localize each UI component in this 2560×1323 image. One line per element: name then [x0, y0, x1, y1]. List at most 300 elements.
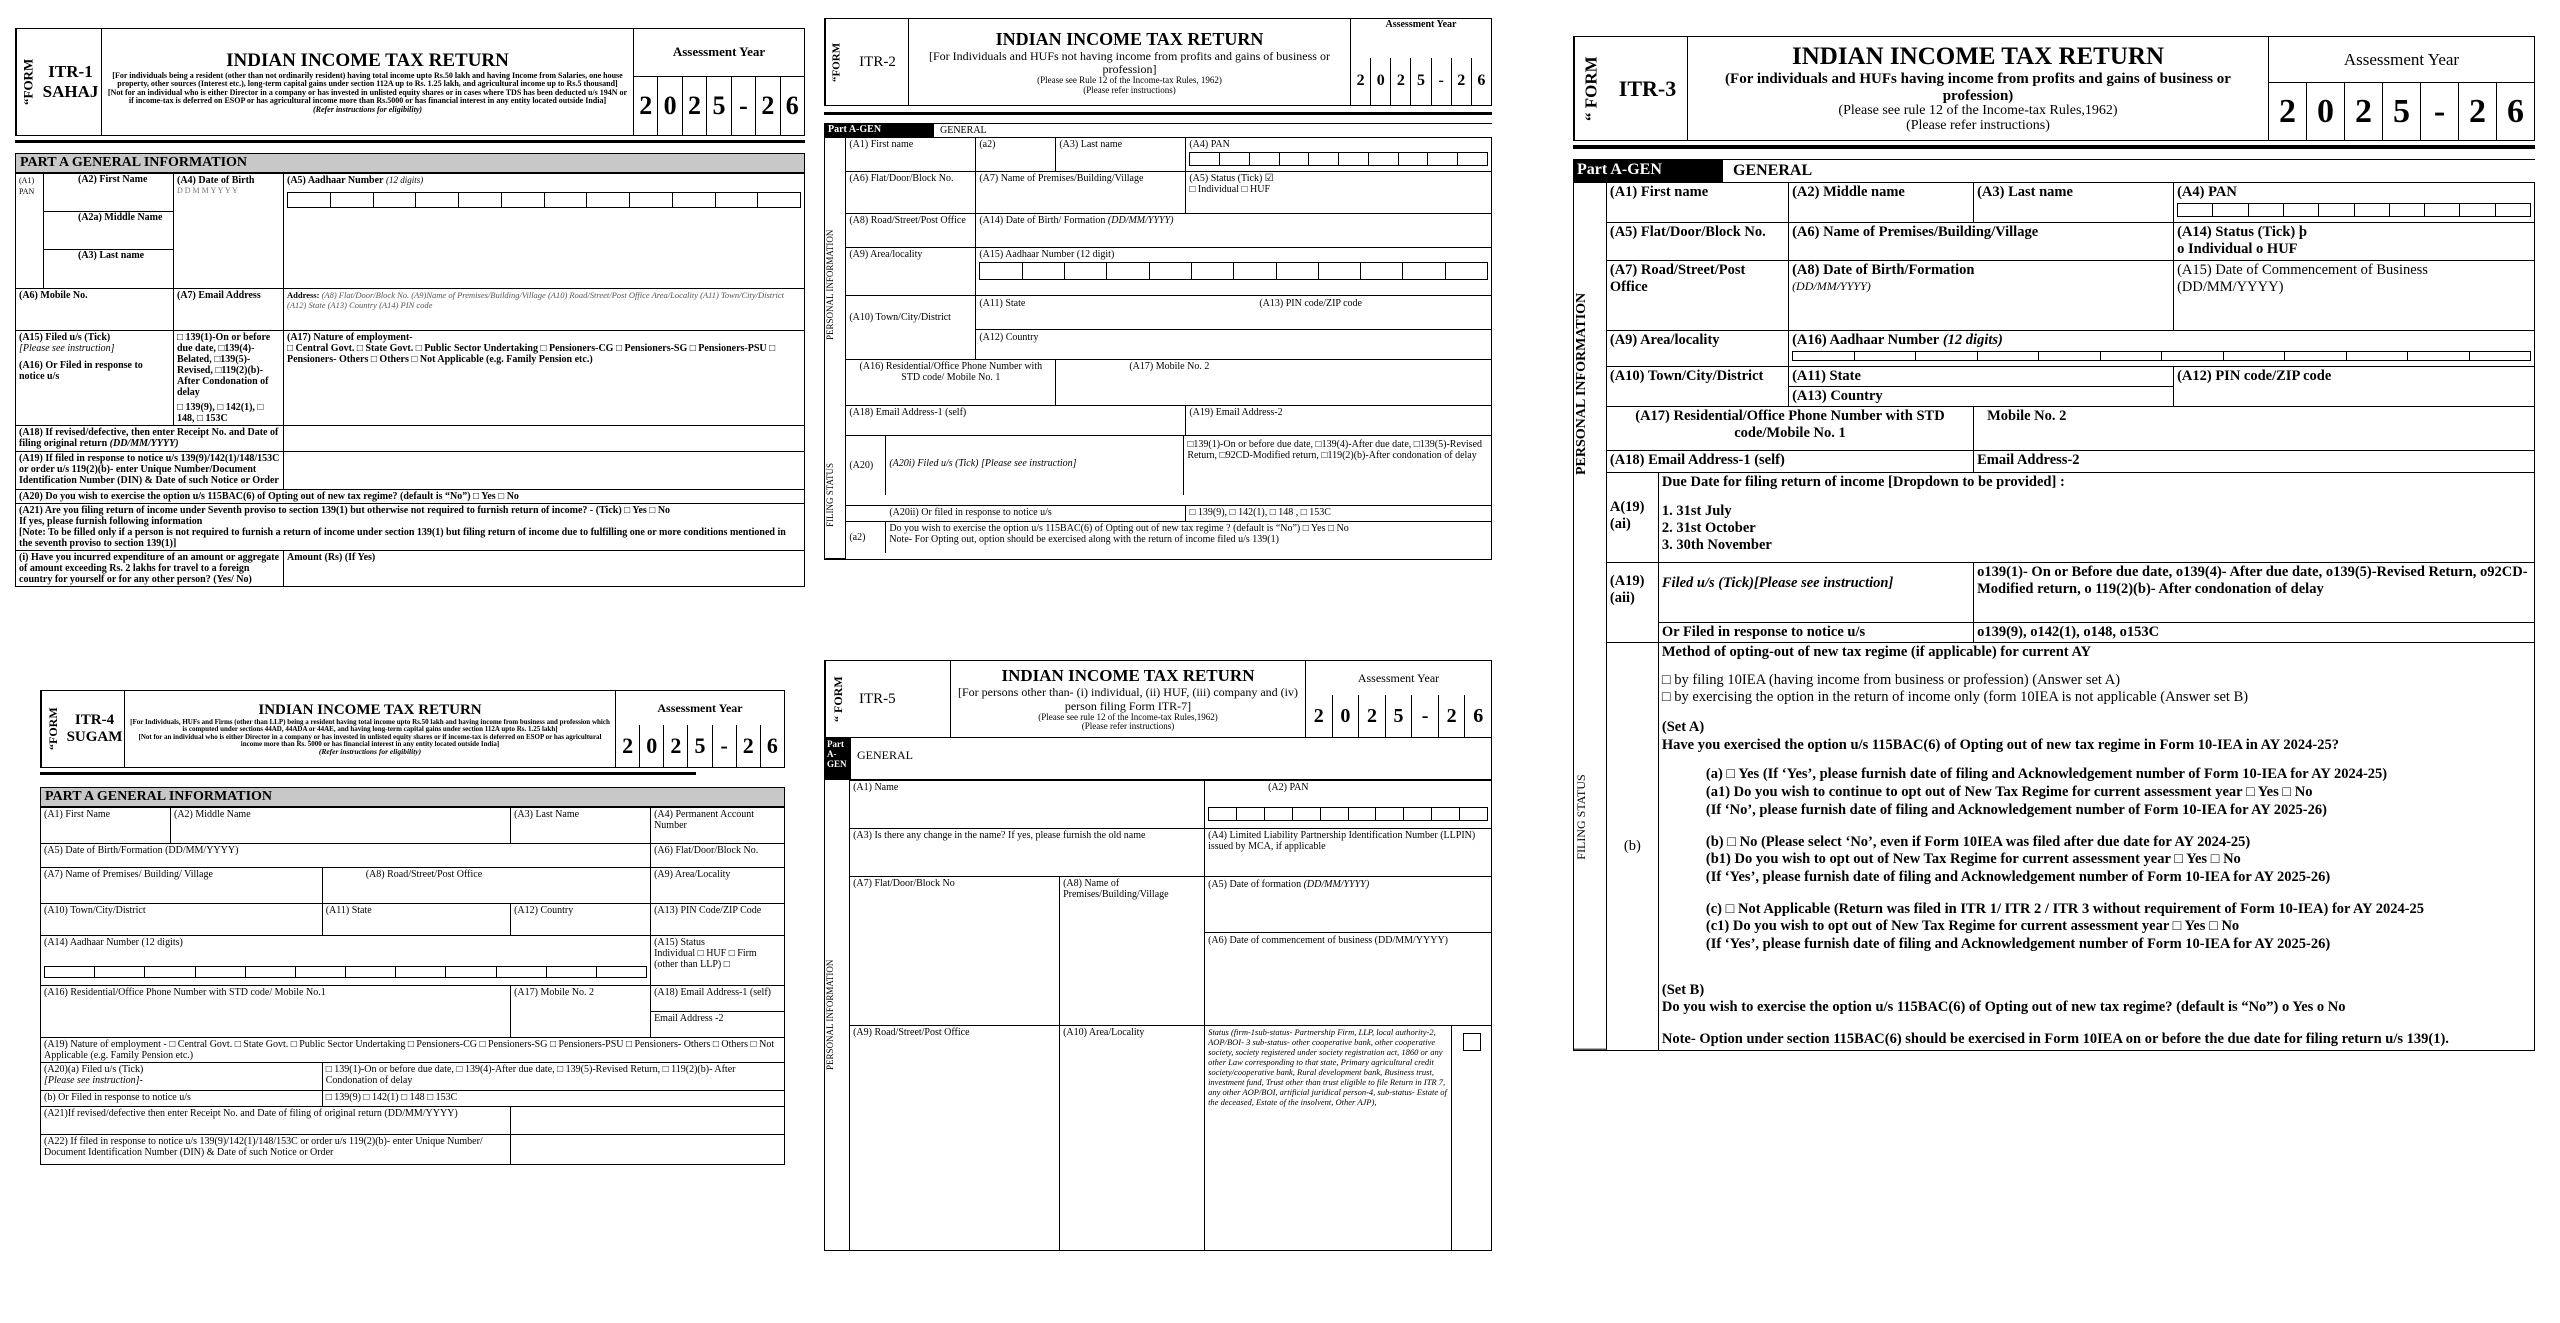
itr3-qA: Have you exercised the option u/s 115BAC(6) of Opting out of new tax regime in Form 10-IEA in AY 2024-25?: [1661, 736, 2339, 753]
itr2-a10-label: (A10) Town/City/District: [849, 312, 951, 323]
itr4-a2-cell[interactable]: [171, 808, 511, 844]
itr5-a9-cell[interactable]: [850, 1026, 1060, 1251]
itr3-mob2-label: Mobile No. 2: [1987, 408, 2067, 424]
itr1-address-cell[interactable]: [284, 289, 805, 331]
itr2-aadhaar-boxes[interactable]: [979, 262, 1488, 280]
itr5-refer: (Please refer instructions): [1081, 721, 1175, 732]
itr1-a17-opts[interactable]: □ Central Govt. □ State Govt. □ Public Sector Undertaking □ Pensioners-CG □ Pensioners-SG □ Pensioners-PSU □ Pensioners- Others □ Others □ Not Applicable (e.g. Family Pension etc.): [287, 343, 776, 365]
itr1-q1-cell: [16, 551, 284, 587]
itr4-a8-cell[interactable]: [322, 868, 650, 904]
ay-digit: 2: [2345, 83, 2383, 140]
itr4-a4-cell[interactable]: [651, 808, 785, 844]
itr4-a10-cell[interactable]: [41, 904, 323, 936]
itr2-a14-cell[interactable]: [976, 214, 1492, 248]
ay-digit: -: [1432, 58, 1452, 105]
itr2-a5-opts[interactable]: □ Individual □ HUF: [1189, 184, 1271, 195]
itr5-side: [824, 780, 849, 1251]
itr5-a3-cell[interactable]: [850, 829, 1205, 877]
itr3-a8-label: (A8) Date of Birth/Formation: [1792, 262, 1975, 278]
itr2-part-label: Part A-GEN: [824, 123, 934, 137]
itr3-setA: (Set A): [1661, 719, 1705, 736]
itr2-a20ii-label: (A20ii) Or filed in response to notice u/s: [889, 507, 1052, 518]
itr3-due-opt-1[interactable]: 1. 31st July: [1661, 503, 1732, 519]
itr3-rule-bar: [1573, 145, 2535, 149]
itr5-a7-cell[interactable]: [850, 877, 1060, 1026]
itr2-a11-label: (A11) State: [979, 298, 1026, 309]
itr3-personal-info-label: PERSONAL INFORMATION: [1574, 292, 1589, 476]
itr3-filed-opts-cell[interactable]: [1974, 563, 2535, 623]
itr1-amount-label: Amount (Rs) (If Yes): [287, 552, 376, 563]
itr4-form-name: [65, 691, 125, 767]
itr4-a20a-note: [Please see instruction]-: [44, 1075, 143, 1086]
itr2-a9-label: (A9) Area/locality: [849, 249, 923, 260]
ay-digit: 0: [658, 77, 682, 135]
itr2-a2-cell[interactable]: [976, 138, 1056, 172]
itr4-a14-cell[interactable]: [41, 936, 651, 986]
itr3-general-label: GENERAL: [1723, 159, 2535, 182]
itr1-last-name-label: (A3) Last name: [78, 250, 145, 261]
itr2-a3-label: (A3) Last name: [1059, 139, 1123, 150]
itr1-aadhaar-cell[interactable]: [284, 174, 805, 289]
itr5-part-bar: [824, 738, 1492, 780]
itr5-rule: (Please see rule 12 of the Income-tax Rules,1962): [1038, 711, 1218, 722]
itr3-pan-boxes[interactable]: [2177, 203, 2531, 217]
itr3-a14-cell[interactable]: [2174, 223, 2535, 261]
itr2-a15-label: (A15) Aadhaar Number (12 digit): [979, 249, 1115, 260]
itr1-mobile-label: (A6) Mobile No.: [19, 290, 88, 301]
itr3-a19aii-label: (A19) (aii): [1609, 573, 1645, 606]
itr5-a7-label: (A7) Flat/Door/Block No: [853, 878, 955, 890]
itr3-a16-cell[interactable]: [1789, 331, 2535, 367]
itr2-a5-label: (A5) Status (Tick) ☑: [1189, 173, 1274, 184]
itr4-a15-opts[interactable]: Individual □ HUF □ Firm (other than LLP) □: [654, 948, 757, 970]
itr3-a18-label: (A18) Email Address-1 (self): [1609, 452, 1785, 468]
itr3-qB[interactable]: Do you wish to exercise the option u/s 115BAC(6) of Opting out of new tax regime? (default is “No”) o Yes o No: [1661, 999, 2346, 1016]
itr1-a21-note: [Note: To be filled only if a person is not required to furnish a return of income under section 139(1) but filing return of income due to fulfilling one or more conditions mentioned in the seventh proviso to section 139(1)]: [19, 527, 786, 549]
itr2-a3-cell[interactable]: [1056, 138, 1186, 172]
itr4-a7-label: (A7) Name of Premises/ Building/ Village: [44, 869, 213, 880]
itr1-a19-input[interactable]: [284, 452, 805, 490]
itr1-desc2: [Not for an individual who is either Director in a company or has invested in unlisted equity shares or in cases where TDS has been deducted u/s 194N or if income-tax is deferred on ESOP or has agricultural income more than Rs.5000 or has financial interest in any entity located outside India]: [107, 87, 628, 106]
itr2-a15-cell[interactable]: [976, 248, 1492, 296]
ay-digit: 5: [2383, 83, 2421, 140]
itr4-title-block: [125, 691, 616, 767]
itr4-header: [40, 690, 785, 768]
itr2-form-name: ITR-2: [847, 19, 909, 105]
itr4-a20b-label: (b) Or Filed in response to notice u/s: [44, 1092, 191, 1103]
itr4-a9-cell[interactable]: [651, 868, 785, 904]
itr3-ay-label: Assessment Year: [2269, 37, 2534, 83]
itr5-general-label: GENERAL: [857, 748, 913, 762]
itr3-due-opt-3[interactable]: 3. 30th November: [1661, 537, 1772, 553]
itr1-form-name: [40, 29, 102, 135]
ay-digit: 5: [1411, 58, 1431, 105]
itr5-a10-label: (A10) Area/Locality: [1063, 1027, 1145, 1039]
itr2-a20-row: [846, 436, 1491, 495]
itr1-a20-label: (A20) Do you wish to exercise the option u/s 115BAC(6) of Opting out of new tax regime? (default is “No”) □ Yes □ No: [19, 491, 519, 502]
itr2-a20ii-cell: [846, 506, 1186, 522]
itr4-ay-label: Assessment Year: [657, 700, 743, 715]
itr3-a15-cell[interactable]: [2174, 261, 2535, 331]
itr4-a14-label: (A14) Aadhaar Number (12 digits): [44, 937, 183, 948]
itr2-ay-label: Assessment Year: [1385, 19, 1457, 30]
ay-digit: 2: [756, 77, 780, 135]
itr2-a7-cell[interactable]: [976, 172, 1186, 214]
itr5-a4-label: (A4) Limited Liability Partnership Identification Number (LLPIN) issued by MCA, if applicable: [1208, 830, 1476, 853]
itr4-form-table: [40, 807, 785, 1165]
itr3-body: [1573, 182, 2535, 1051]
itr3-aadhaar-boxes[interactable]: [1792, 351, 2531, 361]
itr3-a5-cell[interactable]: [1606, 223, 1788, 261]
itr4-a6-label: (A6) Flat/Door/Block No.: [654, 845, 759, 856]
itr4-a20b-opts-cell[interactable]: [322, 1091, 784, 1107]
itr3-a16-hint: (12 digits): [1942, 332, 2003, 348]
itr5-a9-label: (A9) Road/Street/Post Office: [853, 1027, 970, 1039]
itr2-ay-digits: [1351, 58, 1491, 105]
itr4-a22-input[interactable]: [511, 1135, 785, 1165]
itr3-b1q[interactable]: (b1) Do you wish to opt out of New Tax Regime for current assessment year □ Yes □ No: [1705, 851, 2241, 868]
itr3-part-bar: [1573, 159, 2535, 182]
ay-digit: 2: [1359, 695, 1386, 737]
itr2-a16-cell[interactable]: [846, 360, 1056, 406]
itr3-assessment-year: [2269, 37, 2534, 140]
itr4-part-a-heading: PART A GENERAL INFORMATION: [40, 787, 785, 807]
itr2-a17-cell[interactable]: [1056, 360, 1492, 406]
itr3-a14-opts[interactable]: o Individual o HUF: [2177, 241, 2298, 257]
itr1-desc: [For individuals being a resident (other than not ordinarily resident) having total income upto Rs.50 lakh and having Income from Salaries, one house property, other sources (Interest etc.), long-term capital gains under section 112A up to Rs. 1.25 lakh, and agricultural income up to Rs.5 thousand]: [112, 71, 623, 89]
itr2-a1-cell[interactable]: [846, 138, 976, 172]
itr2-sub: [For Individuals and HUFs not having income from profits and gains of business or profession]: [929, 48, 1330, 77]
itr5-header: [824, 660, 1492, 738]
itr1-panel: [15, 28, 805, 618]
itr1-aadhaar-hint: (12 digits): [385, 175, 424, 185]
itr1-assessment-year: [634, 29, 804, 135]
itr4-a17-cell[interactable]: [511, 986, 651, 1038]
itr3-sub: (For individuals and HUFs having income from profits and gains of business or profession): [1725, 71, 2231, 104]
itr2-a8-cell[interactable]: [846, 214, 976, 248]
itr1-aadhaar-label: (A5) Aadhaar Number: [287, 175, 384, 186]
ay-digit: 0: [1371, 58, 1391, 105]
itr1-a17-cell[interactable]: [284, 331, 805, 426]
itr2-a5-cell[interactable]: [1186, 172, 1492, 214]
itr2-assessment-year: [1351, 19, 1491, 105]
itr3-a4-cell[interactable]: [2174, 183, 2535, 223]
itr3-filed-cell: [1658, 563, 1973, 623]
itr4-form-sugam: SUGAM: [66, 729, 123, 745]
itr1-dob-label: (A4) Date of Birth: [177, 175, 255, 186]
itr5-a1-cell[interactable]: [850, 781, 1205, 829]
itr3-a10-label: (A10) Town/City/District: [1609, 368, 1764, 384]
itr1-dob-cell[interactable]: [174, 174, 284, 289]
itr3-b-cell: [1606, 643, 1658, 1051]
itr4-a1-cell[interactable]: [41, 808, 171, 844]
itr5-a10-cell[interactable]: [1060, 1026, 1205, 1251]
itr2-a20ii-opts[interactable]: □ 139(9), □ 142(1), □ 148 , □ 153C: [1189, 507, 1331, 518]
itr2-a4-label: (A4) PAN: [1189, 139, 1230, 150]
itr3-optout-cell: [1658, 643, 2534, 1051]
itr4-a15-cell[interactable]: [651, 936, 785, 986]
itr1-a15-options[interactable]: [174, 331, 284, 426]
itr3-a1n: (If ‘No’, please furnish date of filing and Acknowledgement number of Form 10-IEA for AY 2025-26): [1705, 801, 2327, 818]
itr2-a2-text[interactable]: Do you wish to exercise the option u/s 115BAC(6) of Opting out of new tax regime ? (default is “No”) □ Yes □ No: [889, 523, 1349, 534]
itr3-a18-cell[interactable]: [1606, 451, 1973, 473]
ay-digit: 6: [766, 733, 778, 759]
itr1-mobile-cell[interactable]: [16, 289, 174, 331]
itr3-notice-opts[interactable]: o139(9), o142(1), o148, o153C: [1977, 624, 2160, 640]
itr2-a4-cell[interactable]: [1186, 138, 1492, 172]
ay-digit: 2: [664, 725, 688, 767]
itr3-a5-label: (A5) Flat/Door/Block No.: [1609, 224, 1766, 240]
itr2-a6-label: (A6) Flat/Door/Block No.: [849, 173, 954, 184]
itr2-title: INDIAN INCOME TAX RETURN: [995, 28, 1264, 49]
itr5-status-text: Status (firm-1sub-status- Partnership Firm, LLP, local authority-2, AOP/BOI- 3 sub-status- other cooperative bank, other cooperative society, society registered under society registration act, 1860 or any other Law corresponding to that state, Primary agricultural credit society/cooperative bank, Rural development bank, Business trust, investment fund, Trust other than trust eligible to file Return in ITR 7, any other AOP/BOI, artificial juridical person-4, sub-status- Estate of the deceased, Estate of the insolvent, Other AJP),: [1208, 1027, 1447, 1108]
itr1-email-label: (A7) Email Address: [177, 290, 261, 301]
itr1-a18-label: (A18) If revised/defective, then enter Receipt No. and Date of filing original return: [19, 427, 279, 449]
ay-digit: 0: [1333, 695, 1360, 737]
itr4-form-label: “FORM: [41, 691, 65, 767]
itr1-a19-cell: [16, 452, 284, 490]
itr3-b-label: (b): [1623, 837, 1641, 854]
itr2-a20-cell: [846, 436, 1492, 506]
ay-digit: 2: [1351, 58, 1371, 105]
itr3-c-na[interactable]: (c) □ Not Applicable (Return was filed in ITR 1/ ITR 2 / ITR 3 without requirement of Form 10-IEA) for AY 2024-25: [1705, 900, 2425, 917]
ay-digit: 5: [1386, 695, 1413, 737]
itr4-a16-cell[interactable]: [41, 986, 511, 1038]
itr2-a10-cell[interactable]: [846, 296, 976, 360]
itr4-a12-cell[interactable]: [511, 904, 651, 936]
itr1-a16-label: (A16) Or Filed in response to notice u/s: [19, 360, 143, 382]
itr3-a6-cell[interactable]: [1789, 223, 2174, 261]
itr3-a8-cell[interactable]: [1789, 261, 2174, 331]
itr2-a12-label: (A12) Country: [979, 332, 1039, 343]
itr4-a20a-cell: [41, 1063, 323, 1091]
itr3-due-opt-2[interactable]: 2. 31st October: [1661, 520, 1756, 536]
ay-digit: 2: [2269, 83, 2307, 140]
ay-digit: 2: [683, 77, 707, 135]
itr2-a11-cell[interactable]: [976, 296, 1492, 360]
itr4-a22-cell: [41, 1135, 511, 1165]
ay-digit: 2: [737, 725, 761, 767]
itr4-aadhaar-boxes[interactable]: [44, 966, 647, 978]
itr5-part-label: Part A- GEN: [825, 738, 851, 779]
itr1-a21-b: If yes, please furnish following information: [19, 516, 203, 527]
itr5-a2-cell[interactable]: [1205, 781, 1492, 829]
itr2-refer: (Please refer instructions): [1083, 84, 1176, 95]
itr3-due-label: Due Date for filing return of income [Dropdown to be provided] :: [1661, 474, 2065, 490]
itr1-rule: [15, 140, 805, 143]
itr4-a20a-opts-cell[interactable]: [322, 1063, 784, 1091]
itr2-state-row: [976, 296, 1491, 330]
itr3-a12-cell[interactable]: [2174, 367, 2535, 407]
itr2-pan-boxes[interactable]: [1189, 152, 1488, 166]
itr3-filed-label: Filed u/s (Tick)[Please see instruction]: [1661, 575, 1894, 591]
itr3-title-block: [1688, 37, 2269, 140]
itr3-form-table: [1606, 182, 2535, 1051]
itr3-setB: (Set B): [1661, 981, 1705, 998]
itr4-a13-cell[interactable]: [651, 904, 785, 936]
itr3-email2-label: Email Address-2: [1977, 452, 2080, 468]
itr5-a8-cell[interactable]: [1060, 877, 1205, 1026]
itr1-ay-label: Assessment Year: [634, 29, 804, 77]
itr1-pan-cell[interactable]: [16, 174, 44, 289]
itr3-c1n: (If ‘Yes’, please furnish date of filing and Acknowledgement number of Form 10-IEA for AY 2025-26): [1705, 935, 2331, 952]
itr2-a2-cell[interactable]: [846, 522, 1492, 560]
itr5-form-label: “ FORM: [825, 661, 851, 737]
ay-digit: 6: [2507, 92, 2524, 130]
itr5-status-checkbox[interactable]: [1463, 1033, 1481, 1051]
itr4-a21-cell: [41, 1107, 511, 1135]
itr4-a15-label: (A15) Status: [654, 937, 705, 948]
itr1-a15-label: (A15) Filed u/s (Tick): [19, 332, 111, 343]
itr3-c1q[interactable]: (c1) Do you wish to opt out of New Tax Regime for current assessment year □ Yes □ No: [1705, 918, 2240, 935]
itr3-mob2-cell[interactable]: [1974, 407, 2535, 451]
itr3-a3-cell[interactable]: [1974, 183, 2174, 223]
itr1-a20-cell[interactable]: [16, 490, 805, 504]
itr3-a2-cell[interactable]: [1789, 183, 1974, 223]
itr2-a18-label: (A18) Email Address-1 (self): [849, 407, 967, 418]
itr1-email-cell[interactable]: [174, 289, 284, 331]
itr5-panel: [824, 660, 1492, 1260]
itr3-a17-cell[interactable]: [1606, 407, 1973, 451]
itr3-due-cell[interactable]: [1658, 473, 2534, 563]
itr3-a1-cell[interactable]: [1606, 183, 1788, 223]
itr4-a19-cell[interactable]: [41, 1038, 785, 1063]
itr5-sub: [For persons other than- (i) individual, (ii) HUF, (iii) company and (iv) person filing Form ITR-7]: [958, 685, 1298, 713]
itr2-a18-cell[interactable]: [846, 406, 1186, 436]
itr2-a20i-opts[interactable]: □139(1)-On or before due date, □139(4)-After due date, □139(5)-Revised Return, □92CD-Modified return, □119(2)(b)-After condonation of delay: [1187, 439, 1483, 461]
itr2-a13-label: (A13) PIN code/ZIP code: [1259, 298, 1362, 309]
itr2-a19-cell[interactable]: [1186, 406, 1492, 436]
itr1-header: [15, 28, 805, 136]
itr3-part-label: Part A-GEN: [1573, 159, 1723, 182]
itr5-status-check-cell[interactable]: [1452, 1026, 1492, 1251]
itr3-b1n: (If ‘Yes’, please furnish date of filing and Acknowledgement number of Form 10-IEA for AY 2025-26): [1705, 868, 2331, 885]
itr4-rule-bar: [40, 772, 696, 775]
itr2-personal-info-label: PERSONAL INFORMATION: [825, 229, 835, 340]
itr3-a10-cell[interactable]: [1606, 367, 1788, 407]
itr3-a19aii-cell: [1606, 563, 1658, 643]
itr4-form-code: ITR-4: [74, 712, 115, 728]
itr4-title: INDIAN INCOME TAX RETURN: [258, 701, 482, 718]
itr3-a-yes[interactable]: (a) □ Yes (If ‘Yes’, please furnish date of filing and Acknowledgement number of Form 10-IEA for AY 2024-25): [1705, 766, 2388, 783]
itr3-m1[interactable]: □ by filing 10IEA (having income from business or profession) (Answer set A): [1661, 671, 2121, 688]
itr5-a4-cell[interactable]: [1205, 829, 1492, 877]
itr2-a6-cell[interactable]: [846, 172, 976, 214]
itr1-form-label: “FORM: [16, 29, 40, 135]
itr1-a15-cell: [16, 331, 174, 426]
itr2-a14-label: (A14) Date of Birth/ Formation: [979, 215, 1106, 226]
itr4-a8-label: (A8) Road/Street/Post Office: [365, 869, 483, 880]
itr3-m2[interactable]: □ by exercising the option in the return of income only (form 10IEA is not applicable (Answer set B): [1661, 689, 2249, 706]
itr3-a11-cell[interactable]: [1789, 367, 2174, 407]
itr4-a19-label: (A19) Nature of employment - □ Central Govt. □ State Govt. □ Public Sector Undertaking □ Pensioners-CG □ Pensioners-SG □ Pensioners-PSU □ Pensioners- Others □ Others □ Not Applicable (e.g. Family Pension etc.): [44, 1039, 775, 1061]
itr1-name-cell[interactable]: [44, 174, 174, 289]
itr4-a10-label: (A10) Town/City/District: [44, 905, 146, 916]
itr4-a4-label: (A4) Permanent Account Number: [654, 809, 755, 831]
itr4-a20a-opts[interactable]: □ 139(1)-On or before due date, □ 139(4)-After due date, □ 139(5)-Revised Return, □ 119(2)(b)- After Condonation of delay: [325, 1064, 736, 1086]
itr3-a4-label: (A4) PAN: [2177, 184, 2237, 200]
itr4-a6-cell[interactable]: [651, 844, 785, 868]
itr3-filing-status-label: FILING STATUS: [1574, 585, 1606, 1050]
itr3-notice-label: Or Filed in response to notice u/s: [1661, 624, 1866, 640]
itr2-a2-label: (a2): [846, 522, 886, 553]
itr1-aadhaar-boxes[interactable]: [287, 192, 801, 208]
itr2-part-bar: [824, 123, 1492, 137]
itr5-a2-label: (A2) PAN: [1268, 782, 1309, 793]
itr3-filed-opts[interactable]: o139(1)- On or Before due date, o139(4)- After due date, o139(5)-Revised Return, o92CD-Modified return, o 119(2)(b)- After condonation of delay: [1977, 564, 2528, 597]
itr4-desc: [For Individuals, HUFs and Firms (other than LLP) being a resident having total income upto Rs.50 lakh and having income from business and profession which is computed under sections 44AD, 44ADA or 44AE, and having long-term capital gains under section 112A upto Rs. 1.25 lakh]: [130, 717, 610, 734]
itr4-a7-cell[interactable]: [41, 868, 323, 904]
itr2-a20-label: (A20): [846, 436, 886, 495]
itr1-a16-opts[interactable]: □ 139(9), □ 142(1), □ 148, □ 153C: [177, 402, 264, 424]
itr3-noteB: Note- Option under section 115BAC(6) should be exercised in Form 10IEA on or before the due date for filing return u/s 139(1).: [1661, 1031, 2449, 1047]
itr5-a3-label: (A3) Is there any change in the name? If yes, please furnish the old name: [853, 830, 1146, 842]
itr2-a20i-label: (A20i) Filed u/s (Tick) [Please see instruction]: [886, 436, 1184, 495]
itr4-a18-cell[interactable]: [651, 986, 785, 1038]
itr5-dates-cell[interactable]: [1205, 877, 1492, 1026]
ay-digit: 2: [1439, 695, 1466, 737]
itr5-pan-boxes[interactable]: [1208, 807, 1488, 821]
ay-digit: -: [2421, 83, 2459, 140]
itr3-a7-label: (A7) Road/Street/Post Office: [1609, 262, 1746, 295]
itr4-a3-label: (A3) Last Name: [514, 809, 580, 820]
itr5-body: [824, 780, 1492, 1251]
itr3-title: INDIAN INCOME TAX RETURN: [1791, 43, 2165, 71]
itr3-a9-cell[interactable]: [1606, 331, 1788, 367]
itr2-title-block: [909, 19, 1351, 105]
itr1-a18-input[interactable]: [284, 426, 805, 452]
itr4-a9-label: (A9) Area/Locality: [654, 869, 731, 880]
ay-digit: 2: [634, 77, 658, 135]
itr3-form-label: “ FORM: [1574, 37, 1608, 140]
itr3-a1q[interactable]: (a1) Do you wish to continue to opt out of New Tax Regime for current assessment year □ Yes □ No: [1705, 784, 2313, 801]
itr1-a21-cell[interactable]: [16, 504, 805, 551]
itr3-ay-digits: [2269, 83, 2534, 140]
itr3-notice-opts-cell[interactable]: [1974, 623, 2535, 643]
itr4-a20b-opts[interactable]: □ 139(9) □ 142(1) □ 148 □ 153C: [325, 1092, 458, 1103]
itr3-a7-cell[interactable]: [1606, 261, 1788, 331]
itr4-a21-input[interactable]: [511, 1107, 785, 1135]
itr4-refer: (Refer instructions for eligibility): [318, 747, 422, 757]
itr4-a1-label: (A1) First Name: [44, 809, 111, 820]
itr2-a2-label: (a2): [979, 139, 996, 150]
itr2-filing-status-label: FILING STATUS: [825, 431, 845, 559]
ay-digit: 2: [1452, 58, 1472, 105]
itr4-a5-cell[interactable]: [41, 844, 651, 868]
itr2-a14-format: (DD/MM/YYYY): [1107, 215, 1174, 226]
itr2-a9-cell[interactable]: [846, 248, 976, 296]
itr2-panel: [824, 18, 1492, 616]
itr1-part-a-heading: PART A GENERAL INFORMATION: [15, 153, 805, 173]
itr5-ay-label: Assessment Year: [1357, 670, 1440, 685]
itr4-desc2: [Not for an individual who is either Director in a company or has invested in unlisted equity shares or if income-tax is deferred on ESOP or has agricultural income more than Rs. 5000 or has financial interest in any entity located outside India]: [138, 732, 602, 748]
itr2-body: [824, 137, 1492, 560]
itr5-status-cell: [1205, 1026, 1452, 1251]
ay-digit: -: [713, 725, 737, 767]
itr2-rule: (Please see Rule 12 of the Income-tax Rules, 1962): [1037, 75, 1222, 86]
itr3-email2-cell[interactable]: [1974, 451, 2535, 473]
itr1-dob-format: D D M M Y Y Y Y: [177, 186, 238, 195]
itr1-a15-opts[interactable]: □ 139(1)-On or before due date, □139(4)-Belated, □139(5)-Revised, □119(2)(b)- After Condonation of delay: [177, 332, 271, 398]
itr3-b-no[interactable]: (b) □ No (Please select ‘No’, even if Form 10IEA was filed after due date for AY 2024-25): [1705, 833, 2251, 850]
itr4-a11-cell[interactable]: [322, 904, 510, 936]
itr2-general-label: GENERAL: [934, 123, 1492, 137]
itr4-a3-cell[interactable]: [511, 808, 651, 844]
itr3-a8-format: (DD/MM/YYYY): [1792, 279, 1871, 293]
itr2-a20ii-opts-cell[interactable]: [1186, 506, 1492, 522]
itr3-a14-label: (A14) Status (Tick) þ: [2177, 224, 2307, 240]
itr1-amount-cell[interactable]: [284, 551, 805, 587]
